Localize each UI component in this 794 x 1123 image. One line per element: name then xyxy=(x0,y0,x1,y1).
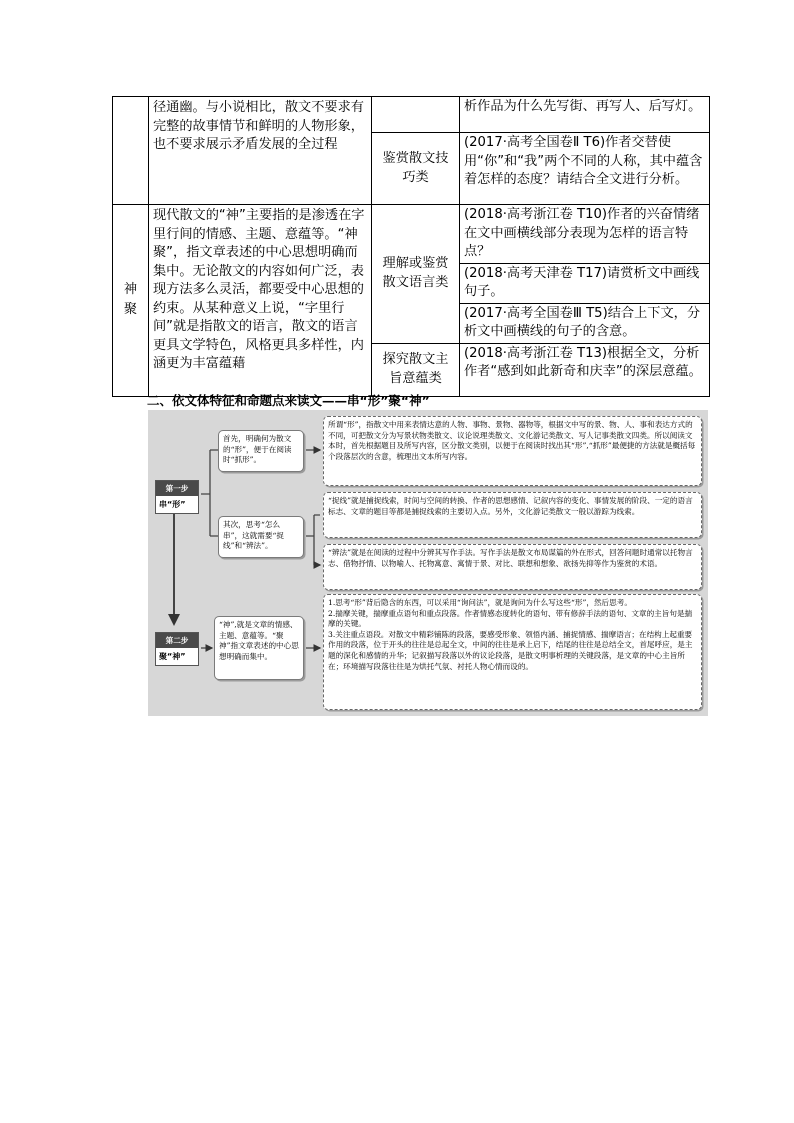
flow-diagram xyxy=(148,410,708,716)
node-gather-spirit: “神”,就是文章的情感、主题、意蕴等。“聚神”指文章表述的中心思想明确而集中。 xyxy=(214,616,304,680)
step-two-label: 聚“神” xyxy=(159,652,186,661)
category-cell-xingsan xyxy=(113,97,149,205)
node-grasp-form: 首先，明确何为散文的“形”，便于在阅读时“抓形”。 xyxy=(218,430,304,472)
step-two-heading: 第二步 xyxy=(156,633,198,648)
xingsan-description: 径通幽。与小说相比，散文不要求有完整的故事情节和鲜明的人物形象，也不要求展示矛盾发展的全过程 xyxy=(149,97,372,205)
example-question: (2017·高考全国卷Ⅱ T6)作者交替使用“你”和“我”两个不同的人称，其中蕴含着怎样的态度？请结合全文进行分析。 xyxy=(460,133,710,205)
detail-catch-clue: “捉线”就是捕捉线索，时间与空间的转换、作者的思想感情、记叙内容的变化、事情发展的阶段、一定的语言标志、文章的题目等都是捕捉线索的主要切入点。另外，文化游记类散文一般以游踪为线索。 xyxy=(323,492,702,538)
step-item: 1.思考“形”背后隐含的东西，可以采用“询问法”，就是询问为什么写这些“形”，然后思考。 xyxy=(328,598,632,607)
question-type-theme: 探究散文主旨意蕴类 xyxy=(372,343,460,396)
question-type-cell xyxy=(372,97,460,133)
detail-gather-spirit-steps xyxy=(323,594,702,710)
example-question: 析作品为什么先写街、再写人、后写灯。 xyxy=(460,97,710,133)
shenju-description: 现代散文的“神”主要指的是渗透在字里行间的情感、主题、意蕴等。“神聚”，指文章表述的中心思想明确而集中。无论散文的内容如何广泛，表现方法多么灵活，都要受中心思想的约束。从某种意义上说，“字里行间”就是指散文的语言，散文的语言更具文学特色，风格更具多样性，内涵更为丰富蕴藉 xyxy=(149,205,372,397)
example-question: (2018·高考浙江卷 T13)根据全文，分析作者“感到如此新奇和庆幸”的深层意蕴。 xyxy=(460,343,710,396)
section-title: 二、依文体特征和命题点来读文——串“形”聚“神” xyxy=(147,393,430,408)
step-item: 2.揣摩关键，揣摩重点语句和重点段落。作者情感态度转化的语句、带有修辞手法的语句、文章的主旨句是揣摩的关键。 xyxy=(328,608,693,629)
step-item: 3.关注重点语段。对散文中精彩铺陈的段落，要感受形象、领悟内涵、捕捉情感、揣摩语言；在结构上起重要作用的段落，位于开头的往往是总起全文，中间的往往是承上启下，结尾的往往是总结全文，首尾呼应，是主题的深化和感情的升华；记叙描写段落以外的议论段落，是散文明事析理的关键段落，是文章的中心主旨所在；环境描写段落往往是为烘托气氛、衬托人物心情而设的。 xyxy=(328,629,693,671)
reading-method-table xyxy=(112,96,710,397)
node-string-form: 其次，思考“怎么串”，这就需要“捉线”和“辨法”。 xyxy=(218,516,304,558)
example-question: (2017·高考全国卷Ⅲ T5)结合上下文，分析文中画横线的句子的含意。 xyxy=(460,303,710,343)
question-type-skill: 鉴赏散文技巧类 xyxy=(372,133,460,205)
detail-identify-technique: “辨法”就是在阅读的过程中分辨其写作手法。写作手法是散文布局谋篇的外在形式，回答问题时通常以托物言志、借物抒情、以物喻人、托物寓意、寓情于景、对比、联想和想象、欲扬先抑等作为鉴赏的术语。 xyxy=(323,544,702,590)
detail-form-definition: 所谓“形”，指散文中用来表情达意的人物、事物、景物、器物等，根据文中写的景、物、人、事和表达方式的不同，可把散文分为写景状物类散文、议论说理类散文、文化游记类散文、写人记事类散文四类。所以阅读文本时，首先根据题目及所写内容，区分散文类别，以便于在阅读时找出其“形”,“抓形”最便捷的方法就是概括每个段落层次的含意，梳理出文本所写内容。 xyxy=(323,416,702,486)
example-question: (2018·高考天津卷 T17)请赏析文中画线句子。 xyxy=(460,263,710,303)
step-one-box xyxy=(155,480,199,514)
example-question: (2018·高考浙江卷 T10)作者的兴奋情绪在文中画横线部分表现为怎样的语言特点？ xyxy=(460,205,710,264)
step-one-heading: 第一步 xyxy=(156,481,198,496)
step-two-box xyxy=(155,632,199,666)
category-cell-shenju: 神聚 xyxy=(113,205,149,397)
step-one-label: 串“形” xyxy=(159,500,186,509)
question-type-language: 理解或鉴赏散文语言类 xyxy=(372,205,460,344)
